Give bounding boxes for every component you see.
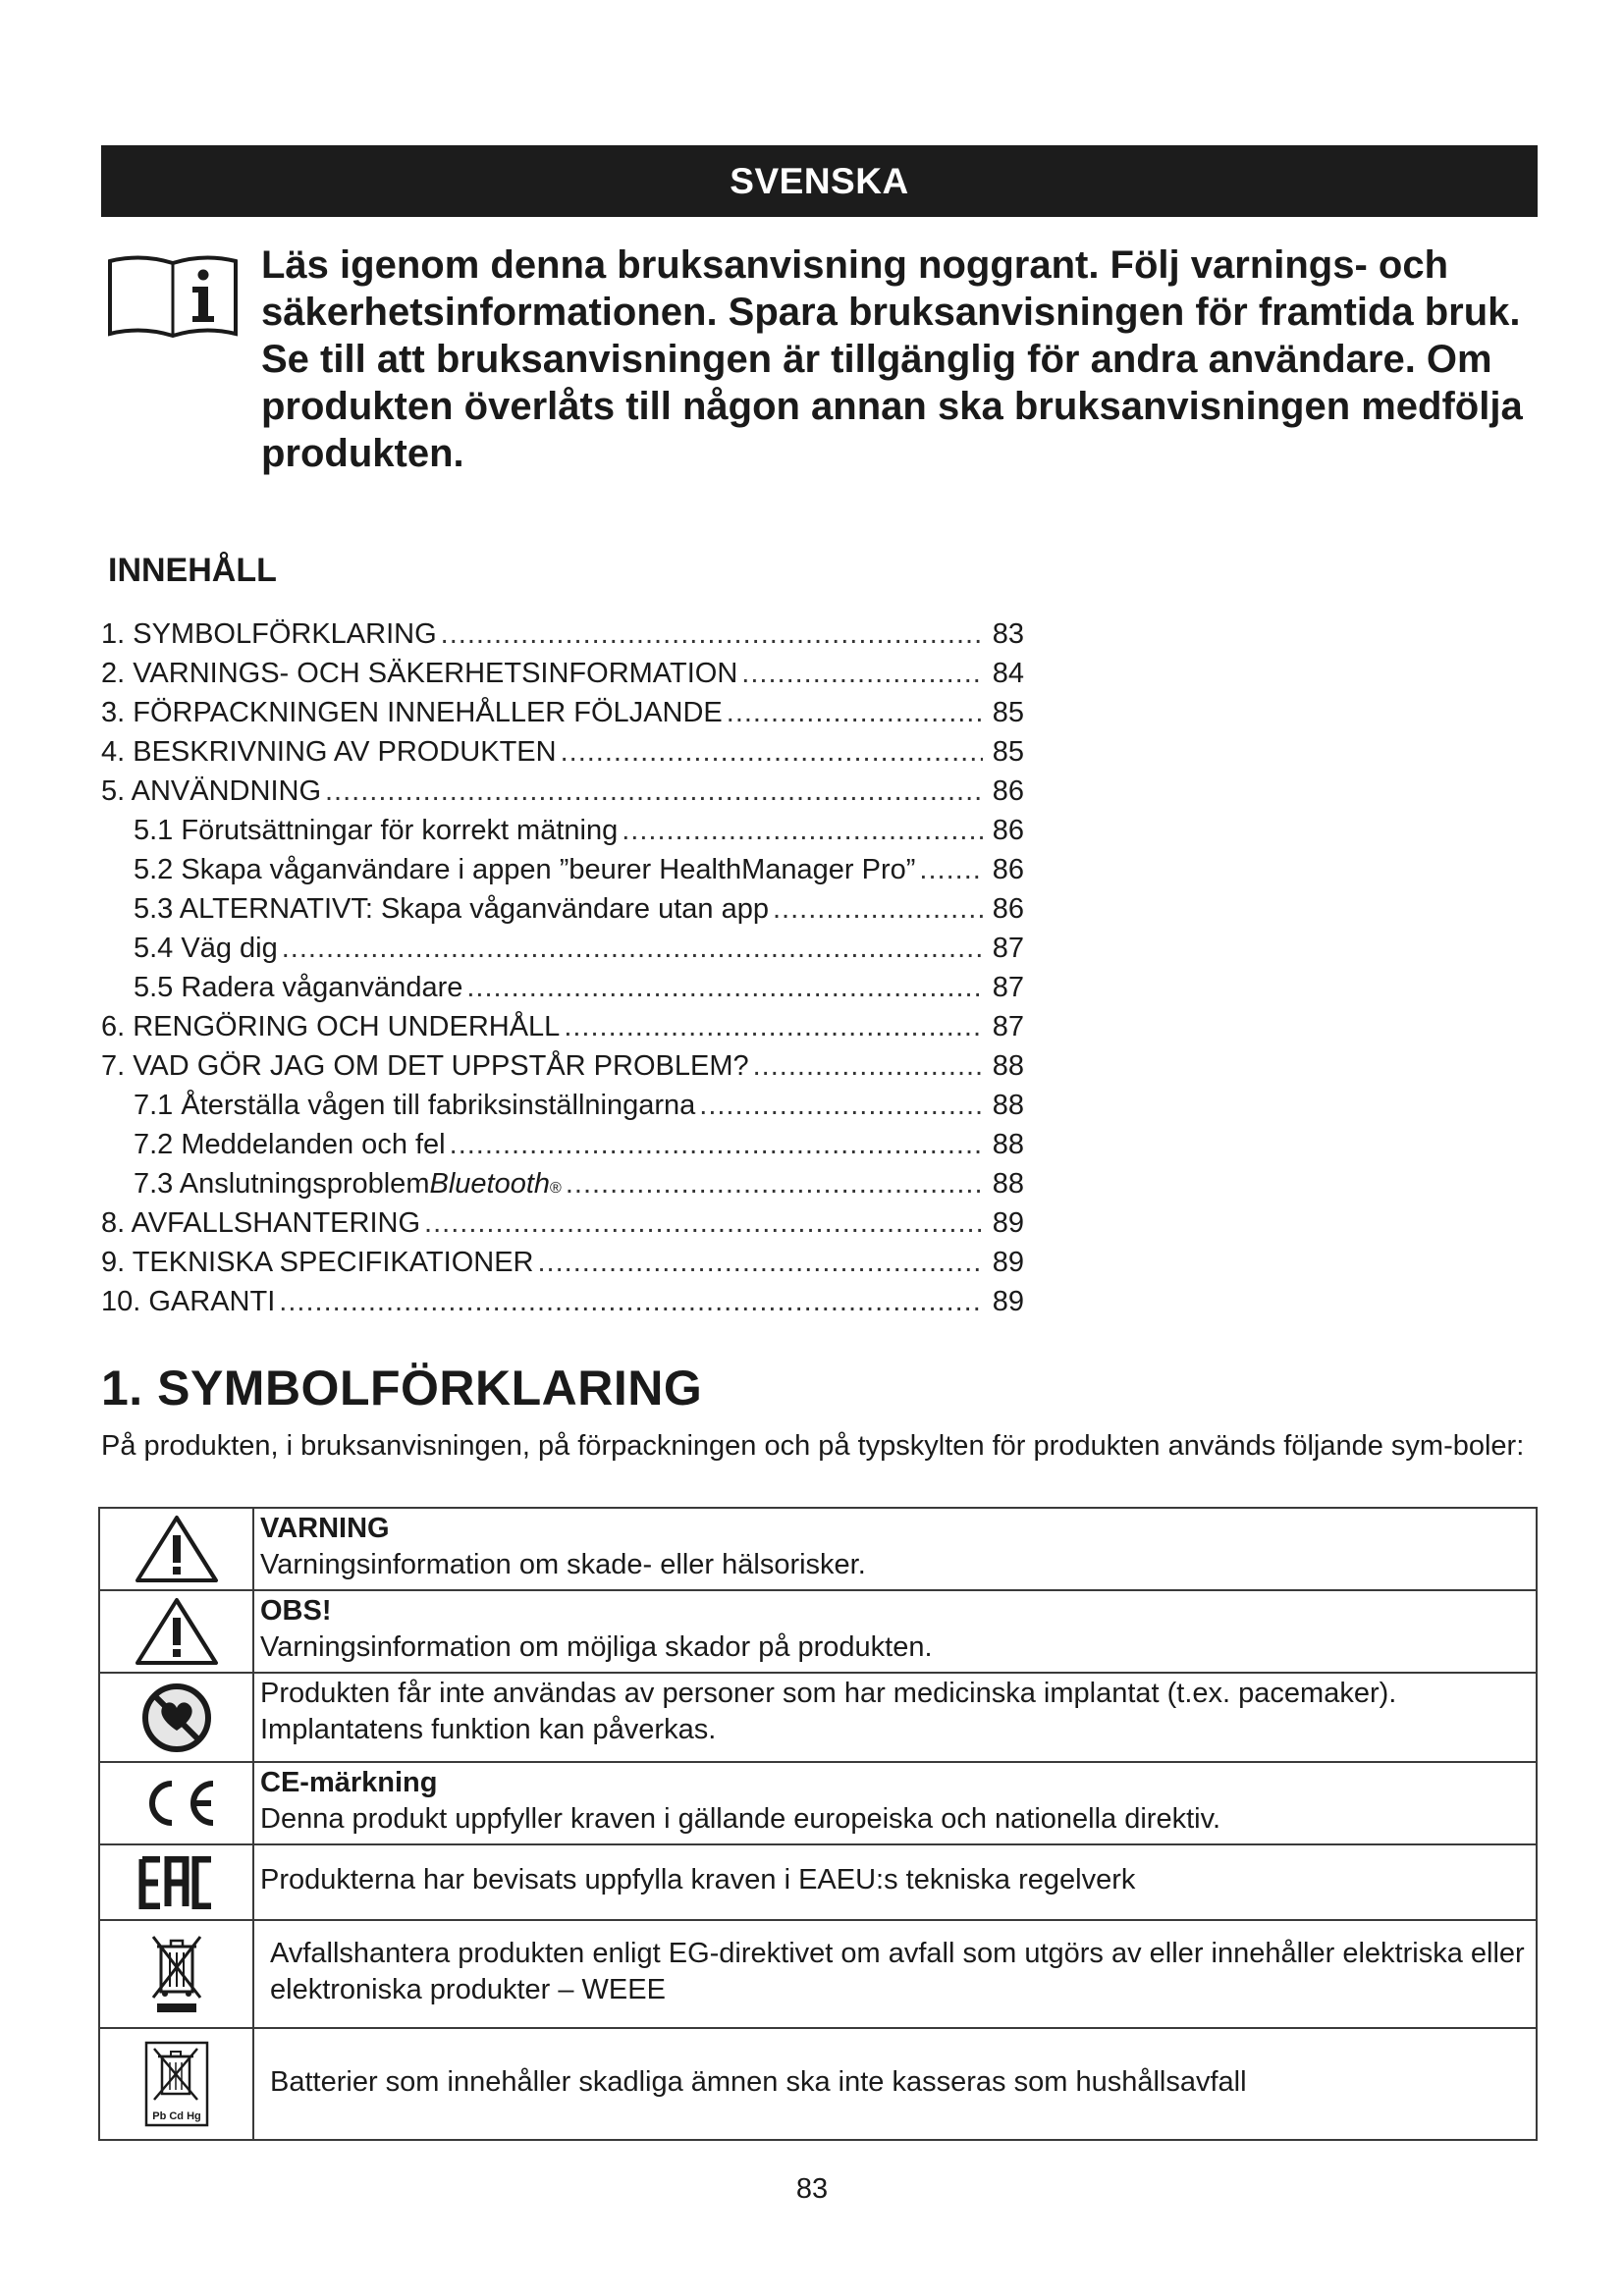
toc-page-number: 84 <box>992 658 1024 689</box>
battery-disposal-icon <box>99 2028 253 2140</box>
symbol-title: OBS! <box>260 1595 332 1627</box>
toc-entry-label: 10. GARANTI <box>101 1286 276 1317</box>
toc-entry <box>101 1164 1024 1203</box>
toc-entry <box>101 850 1024 889</box>
weee-bin-icon <box>99 1920 253 2028</box>
toc-entry-label: 5.1 Förutsättningar för korrekt mätning <box>134 815 619 846</box>
toc-entry <box>101 654 1024 693</box>
toc-entry-label: 2. VARNINGS- OCH SÄKERHETSINFORMATION <box>101 658 738 689</box>
toc-page-number: 88 <box>992 1090 1024 1121</box>
symbol-description <box>253 1508 1537 1590</box>
toc-page-number: 86 <box>992 854 1024 885</box>
symbol-text: Produkten får inte användas av personer som har medicinska implantat (t.ex. pacemaker). Implantatens funktion kan påverkas. <box>260 1678 1397 1745</box>
symbol-title: VARNING <box>260 1513 390 1544</box>
toc-entry-label: 9. TEKNISKA SPECIFIKATIONER <box>101 1247 534 1278</box>
toc-leader-dots <box>919 850 983 889</box>
toc-page-number: 89 <box>992 1207 1024 1239</box>
toc-entry <box>101 772 1024 811</box>
toc-entry-label: 1. SYMBOLFÖRKLARING <box>101 618 437 650</box>
symbol-text: Denna produkt uppfyller kraven i gällande europeiska och nationella direktiv. <box>260 1803 1220 1835</box>
symbol-text: Avfallshantera produkten enligt EG-direktivet om avfall som utgörs av eller innehåller elektriska eller elektroniska produkter – WEEE <box>270 1938 1525 2005</box>
toc-entry-label: 5. ANVÄNDNING <box>101 775 321 807</box>
toc-page-number: 85 <box>992 736 1024 768</box>
section-intro: På produkten, i bruksanvisningen, på förpackningen och på typskylten för produkten används följande sym-boler: <box>101 1430 1525 1462</box>
toc-leader-dots <box>282 929 983 968</box>
toc-leader-dots <box>450 1125 983 1164</box>
toc-leader-dots <box>564 1007 983 1046</box>
toc-leader-dots <box>441 614 983 654</box>
toc-page-number: 86 <box>992 815 1024 846</box>
info-book-icon <box>106 251 240 340</box>
toc-page-number: 88 <box>992 1168 1024 1200</box>
toc-leader-dots <box>622 811 983 850</box>
symbol-row <box>99 1920 1537 2028</box>
symbol-row <box>99 1673 1537 1762</box>
symbol-title: CE-märkning <box>260 1767 438 1798</box>
table-of-contents <box>101 614 1024 1321</box>
toc-page-number: 87 <box>992 972 1024 1003</box>
toc-leader-dots <box>466 968 983 1007</box>
ce-mark-icon <box>99 1762 253 1844</box>
symbol-description <box>253 2028 1537 2140</box>
toc-entry-label: 5.2 Skapa våganvändare i appen ”beurer HealthManager Pro” <box>134 854 916 885</box>
eac-mark-icon <box>99 1844 253 1920</box>
toc-entry-label: 7.3 Anslutningsproblem <box>134 1168 430 1200</box>
symbol-description <box>253 1762 1537 1844</box>
language-banner: SVENSKA <box>101 145 1538 217</box>
toc-leader-dots <box>325 772 983 811</box>
toc-heading: INNEHÅLL <box>108 552 277 589</box>
toc-page-number: 89 <box>992 1247 1024 1278</box>
toc-entry <box>101 968 1024 1007</box>
toc-page-number: 87 <box>992 1011 1024 1042</box>
toc-entry-label: 6. RENGÖRING OCH UNDERHÅLL <box>101 1011 561 1042</box>
toc-entry-label: 7.2 Meddelanden och fel <box>134 1129 446 1160</box>
toc-entry <box>101 614 1024 654</box>
toc-page-number: 85 <box>992 697 1024 728</box>
symbol-row <box>99 1762 1537 1844</box>
no-pacemaker-icon <box>99 1673 253 1762</box>
warning-triangle-icon <box>99 1508 253 1590</box>
toc-entry-label: 4. BESKRIVNING AV PRODUKTEN <box>101 736 557 768</box>
symbol-text: Varningsinformation om skade- eller hälsorisker. <box>260 1549 866 1580</box>
toc-page-number: 87 <box>992 933 1024 964</box>
registered-mark: ® <box>550 1180 562 1197</box>
symbol-text: Batterier som innehåller skadliga ämnen ska inte kasseras som hushållsavfall <box>270 2065 1247 2098</box>
symbol-description <box>253 1844 1537 1920</box>
toc-entry-label: 3. FÖRPACKNINGEN INNEHÅLLER FÖLJANDE <box>101 697 723 728</box>
toc-leader-dots <box>561 732 983 772</box>
toc-entry-label-italic: Bluetooth <box>429 1168 551 1200</box>
symbol-row <box>99 1844 1537 1920</box>
battery-icon-caption: Pb Cd Hg <box>151 2110 201 2122</box>
symbol-text: Varningsinformation om möjliga skador på produkten. <box>260 1631 933 1663</box>
toc-entry <box>101 693 1024 732</box>
symbol-description <box>253 1920 1537 2028</box>
toc-leader-dots <box>727 693 983 732</box>
symbol-description <box>253 1673 1537 1762</box>
toc-entry <box>101 1046 1024 1086</box>
toc-page-number: 83 <box>992 618 1024 650</box>
toc-entry <box>101 1125 1024 1164</box>
symbol-row <box>99 1590 1537 1673</box>
toc-entry-label: 5.5 Radera våganvändare <box>134 972 463 1003</box>
toc-entry-label: 8. AVFALLSHANTERING <box>101 1207 421 1239</box>
symbol-description <box>253 1590 1537 1673</box>
toc-page-number: 86 <box>992 775 1024 807</box>
toc-leader-dots <box>538 1243 984 1282</box>
toc-page-number: 86 <box>992 893 1024 925</box>
toc-page-number: 88 <box>992 1050 1024 1082</box>
toc-page-number: 88 <box>992 1129 1024 1160</box>
toc-entry-label: 5.3 ALTERNATIVT: Skapa våganvändare utan app <box>134 893 769 925</box>
toc-entry <box>101 1282 1024 1321</box>
page-number: 83 <box>795 2173 829 2205</box>
toc-leader-dots <box>773 889 983 929</box>
toc-leader-dots <box>753 1046 983 1086</box>
toc-entry <box>101 1007 1024 1046</box>
toc-entry <box>101 732 1024 772</box>
toc-leader-dots <box>741 654 983 693</box>
toc-leader-dots <box>424 1203 983 1243</box>
toc-leader-dots <box>566 1164 983 1203</box>
toc-entry <box>101 889 1024 929</box>
toc-entry-label: 7. VAD GÖR JAG OM DET UPPSTÅR PROBLEM? <box>101 1050 749 1082</box>
toc-page-number: 89 <box>992 1286 1024 1317</box>
toc-entry-label: 7.1 Återställa vågen till fabriksinställningarna <box>134 1090 696 1121</box>
intro-notice: Läs igenom denna bruksanvisning noggrant. Följ varnings- och säkerhetsinformationen. Spara bruksanvisningen för framtida bruk. Se till att bruksanvisningen är tillgänglig för andra användare. Om produkten överlåts till någon annan ska bruksanvisningen medfölja produkten. <box>261 243 1523 475</box>
symbol-text: Produkterna har bevisats uppfylla kraven i EAEU:s tekniska regelverk <box>260 1864 1136 1896</box>
symbol-row <box>99 1508 1537 1590</box>
toc-entry <box>101 929 1024 968</box>
toc-entry <box>101 1203 1024 1243</box>
toc-leader-dots <box>699 1086 983 1125</box>
caution-triangle-icon <box>99 1590 253 1673</box>
toc-entry <box>101 1086 1024 1125</box>
toc-entry <box>101 1243 1024 1282</box>
symbol-row <box>99 2028 1537 2140</box>
toc-entry-label: 5.4 Väg dig <box>134 933 278 964</box>
toc-leader-dots <box>279 1282 983 1321</box>
symbol-table <box>98 1507 1538 2141</box>
toc-entry <box>101 811 1024 850</box>
section-title: 1. SYMBOLFÖRKLARING <box>101 1361 703 1415</box>
